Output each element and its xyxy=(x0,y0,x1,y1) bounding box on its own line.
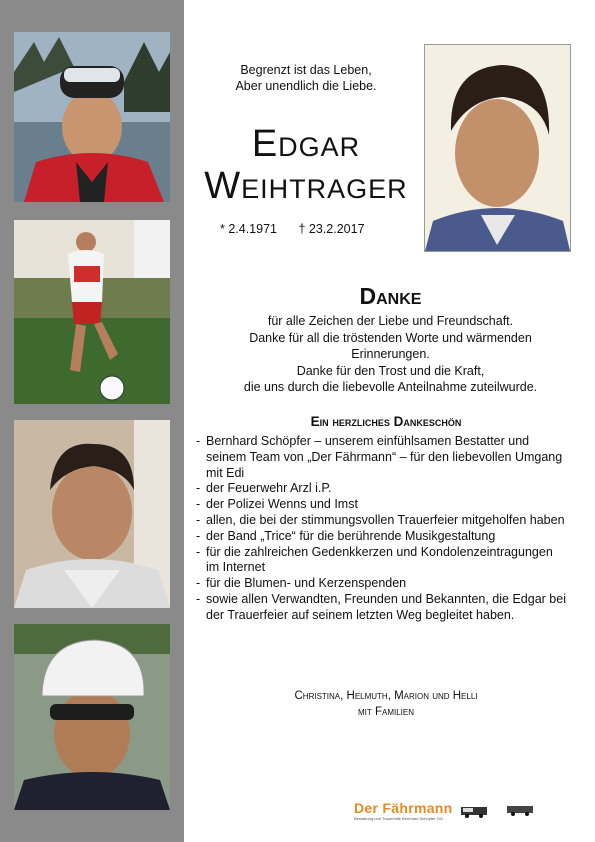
photo-winter-portrait xyxy=(14,32,170,202)
last-name: Weihtrager xyxy=(204,165,408,207)
thanks-line: Danke für all die tröstenden Worte und wärmenden xyxy=(249,330,532,345)
list-item: - allen, die bei der stimmungsvollen Trauerfeier mitgeholfen haben xyxy=(196,513,566,529)
list-item: - Bernhard Schöpfer – unserem einfühlsamen Bestatter und seinem Team von „Der Fährmann“ – für den liebevollen Umgang mit Edi xyxy=(196,434,566,481)
funeral-home-logo xyxy=(354,800,580,826)
hearse-icon xyxy=(460,804,488,818)
thanks-list xyxy=(196,434,566,624)
list-item: - der Feuerwehr Arzl i.P. xyxy=(196,481,566,497)
thanks-line: die uns durch die liebevolle Anteilnahme zuteilwurde. xyxy=(243,380,538,394)
logo-subline: Bestattung und Trauerhilfe Bernhard Schöpfer OG xyxy=(354,816,443,821)
vehicle-icon xyxy=(506,804,534,816)
list-item: - sowie allen Verwandten, Freunden und Bekannten, die Edgar bei der Trauerfeier auf seinem letzten Weg begleitet haben. xyxy=(196,592,566,624)
life-dates xyxy=(220,222,383,236)
thanks-line: für alle Zeichen der Liebe und Freundschaft. xyxy=(267,314,514,328)
dankeschoen-title: Ein herzliches Dankeschön xyxy=(310,414,462,429)
list-item: - für die Blumen- und Kerzenspenden xyxy=(196,576,566,592)
photo-football-player xyxy=(14,220,170,404)
list-item: - für die zahlreichen Gedenkkerzen und Kondolenzeintragungen im Internet xyxy=(196,545,566,577)
motto-line: Begrenzt ist das Leben, xyxy=(240,63,372,77)
memorial-motto xyxy=(200,62,412,94)
portrait-photo xyxy=(424,44,571,252)
thanks-line: Erinnerungen. xyxy=(351,347,430,361)
first-name: Edgar xyxy=(251,123,361,165)
logo-name: Der Fährmann xyxy=(354,800,453,816)
thanks-text xyxy=(186,313,595,396)
thanks-title: Danke xyxy=(359,283,422,309)
list-item: - der Polizei Wenns und Imst xyxy=(196,497,566,513)
list-item: - der Band „Trice“ für die berührende Musikgestaltung xyxy=(196,529,566,545)
signature xyxy=(196,688,576,720)
photo-smiling-portrait xyxy=(14,420,170,608)
motto-line: Aber unendlich die Liebe. xyxy=(235,79,377,93)
birth-date: * 2.4.1971 xyxy=(220,222,277,236)
photo-cyclist xyxy=(14,624,170,810)
signature-families: mit Familien xyxy=(357,706,414,718)
signature-names: Christina, Helmuth, Marion und Helli xyxy=(294,690,478,702)
thanks-line: Danke für den Trost und die Kraft, xyxy=(296,363,485,378)
death-date: † 23.2.2017 xyxy=(298,222,365,236)
